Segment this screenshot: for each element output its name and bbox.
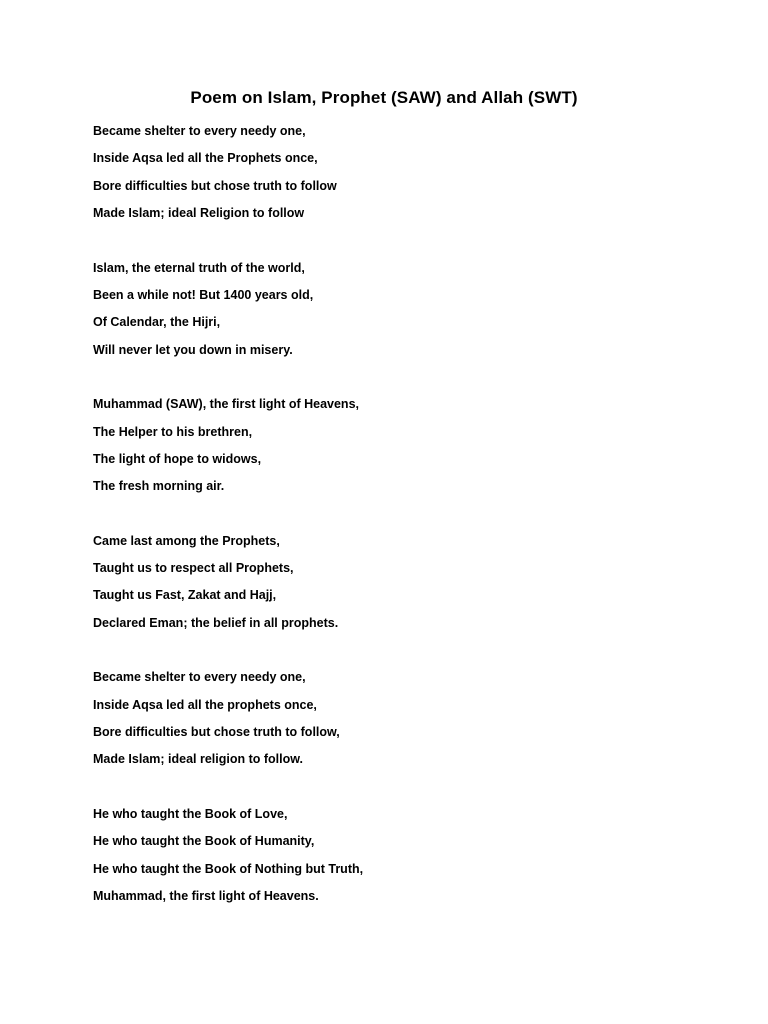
- stanza-2: [93, 259, 693, 369]
- poem-line: Became shelter to every needy one,: [93, 124, 306, 138]
- poem-line: Will never let you down in misery.: [93, 342, 293, 357]
- poem-line: Inside Aqsa led all the prophets once,: [93, 697, 317, 712]
- poem-line: Bore difficulties but chose truth to follow,: [93, 725, 340, 740]
- stanza-5: [93, 668, 693, 778]
- stanza-1: [93, 122, 693, 232]
- poem-line: Came last among the Prophets,: [93, 533, 280, 548]
- poem-line: He who taught the Book of Nothing but Truth,: [93, 861, 364, 876]
- poem-line: Inside Aqsa led all the Prophets once,: [93, 151, 318, 166]
- poem-line: Been a while not! But 1400 years old,: [93, 287, 314, 302]
- poem-line: Made Islam; ideal religion to follow.: [93, 752, 303, 767]
- poem-line: Of Calendar, the Hijri,: [93, 315, 221, 330]
- poem-line: The Helper to his brethren,: [93, 424, 253, 439]
- poem-line: Muhammad, the first light of Heavens.: [93, 888, 319, 903]
- poem-line: Islam, the eternal truth of the world,: [93, 260, 305, 275]
- stanza-3: [93, 395, 693, 505]
- poem-line: The light of hope to widows,: [93, 451, 262, 466]
- poem-body: [93, 122, 693, 941]
- poem-line: Taught us Fast, Zakat and Hajj,: [93, 588, 277, 603]
- stanza-6: [93, 805, 693, 915]
- poem-line: He who taught the Book of Love,: [93, 806, 288, 821]
- poem-line: The fresh morning air.: [93, 479, 225, 494]
- poem-line: Bore difficulties but chose truth to follow: [93, 178, 337, 193]
- poem-line: Became shelter to every needy one,: [93, 670, 306, 685]
- poem-line: Made Islam; ideal Religion to follow: [93, 206, 305, 221]
- stanza-4: [93, 532, 693, 642]
- poem-line: He who taught the Book of Humanity,: [93, 834, 315, 849]
- poem-line: Declared Eman; the belief in all prophets.: [93, 615, 339, 630]
- poem-title: Poem on Islam, Prophet (SAW) and Allah (SWT): [190, 88, 578, 107]
- poem-line: Taught us to respect all Prophets,: [93, 561, 294, 576]
- poem-line: Muhammad (SAW), the first light of Heavens,: [93, 397, 359, 412]
